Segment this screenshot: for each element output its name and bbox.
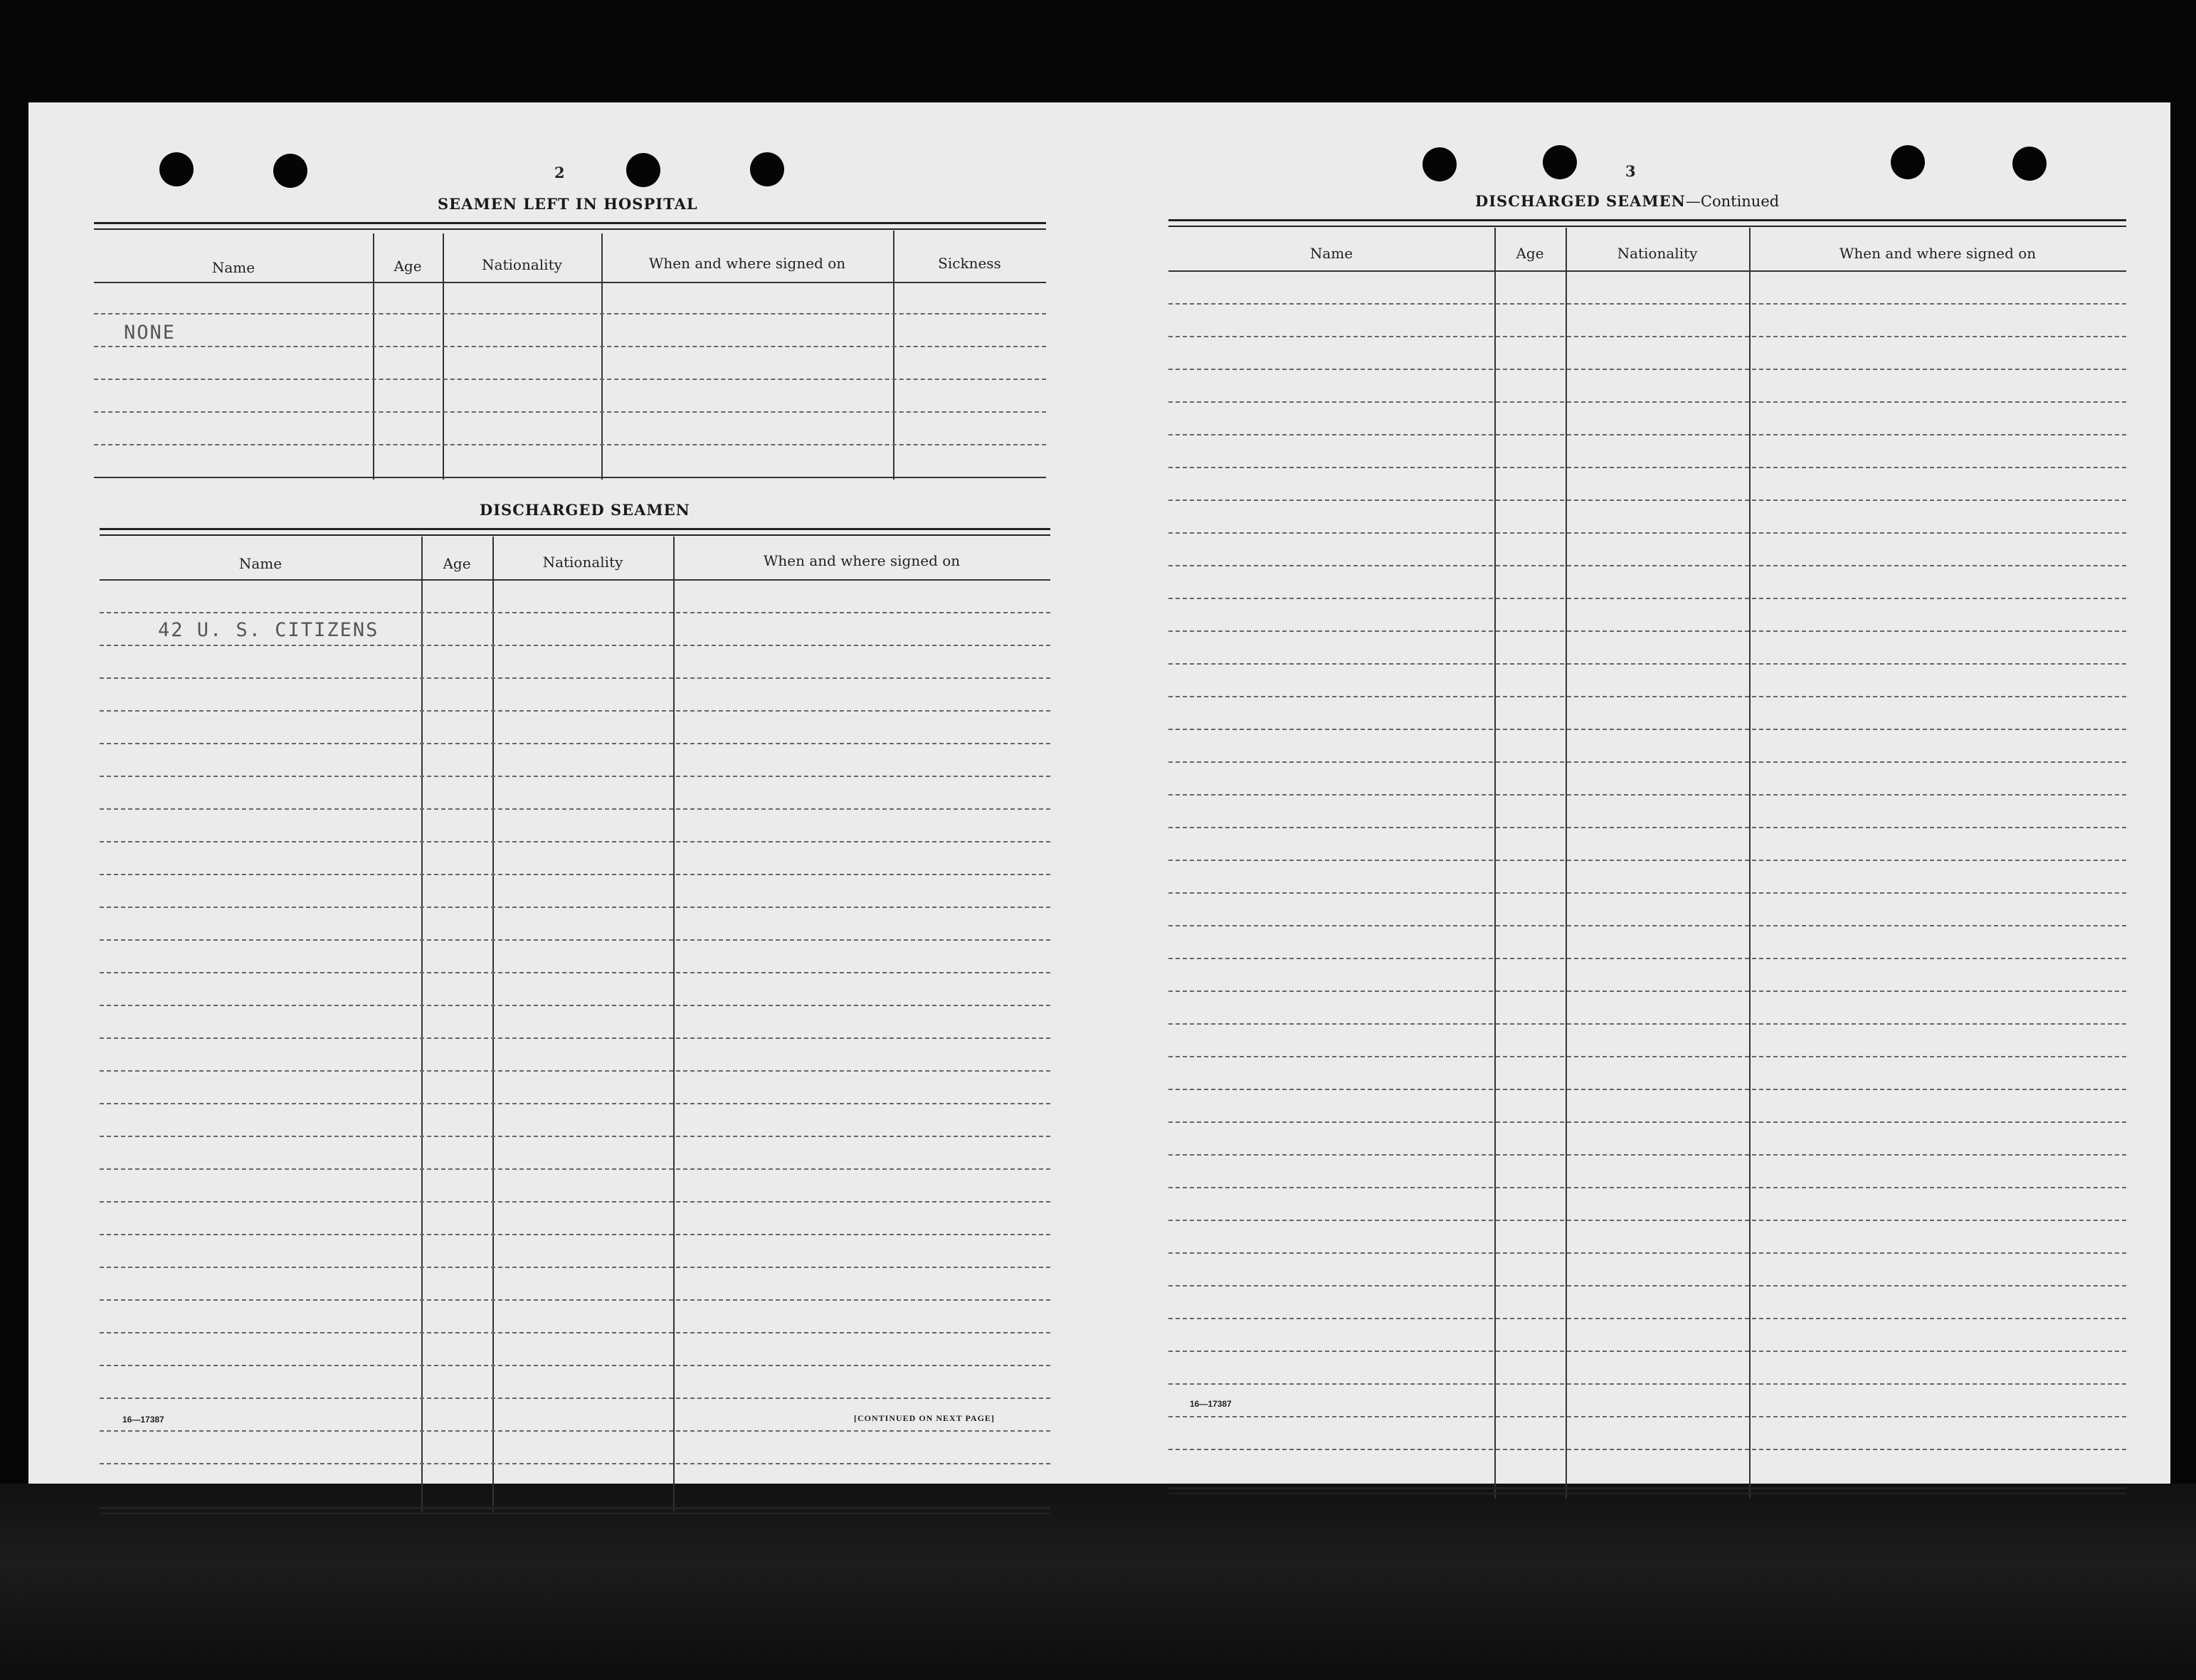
table-row — [1168, 467, 2126, 468]
right-table-top-rule — [1168, 219, 2126, 227]
table-row — [1168, 565, 2126, 566]
continued-note: [CONTINUED ON NEXT PAGE] — [854, 1413, 995, 1423]
punch-hole — [2012, 147, 2047, 181]
right-section-title-main: DISCHARGED SEAMEN — [1475, 192, 1686, 210]
hospital-header-nationality: Nationality — [482, 256, 562, 273]
table-row — [100, 1430, 1050, 1432]
table-row — [100, 1103, 1050, 1104]
punch-hole — [1891, 145, 1925, 179]
right-header-name: Name — [1309, 245, 1353, 262]
table-row — [1168, 630, 2126, 632]
table-row — [100, 907, 1050, 908]
table-row — [1168, 1056, 2126, 1057]
table-row — [100, 1070, 1050, 1072]
table-row — [1168, 663, 2126, 665]
table-row — [1168, 1154, 2126, 1156]
table-row — [1168, 500, 2126, 501]
hospital-table-top-rule — [94, 222, 1046, 230]
document-sheet — [28, 102, 2170, 1484]
punch-hole — [750, 152, 784, 186]
table-row — [94, 411, 1046, 413]
hospital-header-name: Name — [211, 259, 255, 276]
table-row — [1168, 990, 2126, 992]
table-row — [94, 313, 1046, 315]
table-row — [100, 1136, 1050, 1137]
table-row — [1168, 696, 2126, 697]
discharged-entry: 42 U. S. CITIZENS — [158, 619, 379, 641]
hospital-header-when-where: When and where signed on — [648, 255, 846, 272]
hospital-bottom-rule — [94, 477, 1046, 478]
table-row — [100, 776, 1050, 777]
hospital-section-title: SEAMEN LEFT IN HOSPITAL — [438, 195, 698, 213]
table-row — [100, 874, 1050, 875]
punch-hole — [1543, 145, 1577, 179]
table-row — [1168, 401, 2126, 403]
right-header-nationality: Nationality — [1617, 245, 1698, 262]
page-number-right: 3 — [1625, 162, 1636, 180]
discharged-header-name: Name — [238, 555, 283, 572]
table-row — [1168, 1023, 2126, 1025]
right-header-age: Age — [1516, 245, 1544, 262]
column-divider — [1494, 228, 1496, 1499]
right-header-rule — [1168, 270, 2126, 272]
table-row — [94, 346, 1046, 347]
table-row — [1168, 1285, 2126, 1287]
punch-hole — [273, 154, 307, 188]
form-number-right: 16—17387 — [1190, 1399, 1232, 1409]
table-row — [100, 1463, 1050, 1464]
hospital-header-age: Age — [394, 258, 422, 275]
table-row — [100, 1005, 1050, 1006]
table-row — [1168, 1089, 2126, 1090]
right-section-title-suffix: —Continued — [1685, 193, 1780, 210]
table-row — [100, 1267, 1050, 1268]
discharged-table-top-rule — [100, 528, 1050, 536]
table-row — [1168, 1318, 2126, 1319]
table-row — [1168, 860, 2126, 861]
table-row — [100, 1332, 1050, 1333]
hospital-table — [94, 222, 1046, 478]
table-row — [1168, 827, 2126, 828]
right-bottom-rule — [1168, 1487, 2126, 1494]
table-row — [1168, 434, 2126, 435]
discharged-table-right — [1168, 219, 2126, 1500]
table-row — [100, 1037, 1050, 1039]
table-row — [1168, 925, 2126, 926]
table-row — [94, 379, 1046, 380]
table-row — [100, 612, 1050, 613]
table-row — [1168, 761, 2126, 763]
table-row — [94, 444, 1046, 445]
punch-hole — [1422, 147, 1457, 181]
discharged-table-left — [100, 528, 1050, 1512]
hospital-header-rule — [94, 282, 1046, 283]
right-section-title — [1475, 192, 1779, 210]
table-row — [1168, 958, 2126, 959]
table-row — [100, 1365, 1050, 1366]
hospital-entry-none: NONE — [124, 322, 176, 344]
table-row — [1168, 892, 2126, 894]
table-row — [100, 972, 1050, 973]
table-row — [1168, 532, 2126, 534]
table-row — [100, 841, 1050, 842]
table-row — [100, 808, 1050, 810]
table-row — [1168, 1187, 2126, 1188]
column-divider — [1749, 228, 1751, 1499]
discharged-header-rule — [100, 579, 1050, 581]
table-row — [100, 1398, 1050, 1399]
right-header-when-where: When and where signed on — [1839, 245, 2037, 262]
table-row — [100, 1168, 1050, 1170]
table-row — [100, 1234, 1050, 1235]
punch-hole — [626, 153, 660, 187]
column-divider — [1566, 228, 1567, 1499]
table-row — [1168, 1252, 2126, 1254]
discharged-bottom-rule — [100, 1507, 1050, 1514]
table-row — [1168, 1220, 2126, 1221]
table-row — [100, 743, 1050, 744]
table-row — [100, 645, 1050, 646]
discharged-header-age: Age — [443, 555, 471, 572]
table-row — [100, 1299, 1050, 1301]
table-row — [100, 939, 1050, 941]
table-row — [1168, 794, 2126, 796]
table-row — [1168, 598, 2126, 599]
table-row — [1168, 1449, 2126, 1450]
discharged-section-title: DISCHARGED SEAMEN — [480, 501, 690, 519]
hospital-header-sickness: Sickness — [938, 255, 1001, 272]
table-row — [1168, 1416, 2126, 1417]
form-number-left: 16—17387 — [122, 1415, 164, 1425]
table-row — [1168, 369, 2126, 370]
punch-hole — [159, 152, 194, 186]
discharged-header-when-where: When and where signed on — [763, 552, 961, 569]
table-row — [1168, 336, 2126, 337]
discharged-header-nationality: Nationality — [542, 554, 623, 571]
table-row — [1168, 729, 2126, 730]
table-row — [1168, 1121, 2126, 1123]
table-row — [100, 710, 1050, 712]
page-number-left: 2 — [554, 164, 565, 181]
table-row — [1168, 303, 2126, 305]
table-row — [100, 1201, 1050, 1203]
table-row — [100, 677, 1050, 679]
table-row — [1168, 1383, 2126, 1385]
table-row — [1168, 1351, 2126, 1352]
